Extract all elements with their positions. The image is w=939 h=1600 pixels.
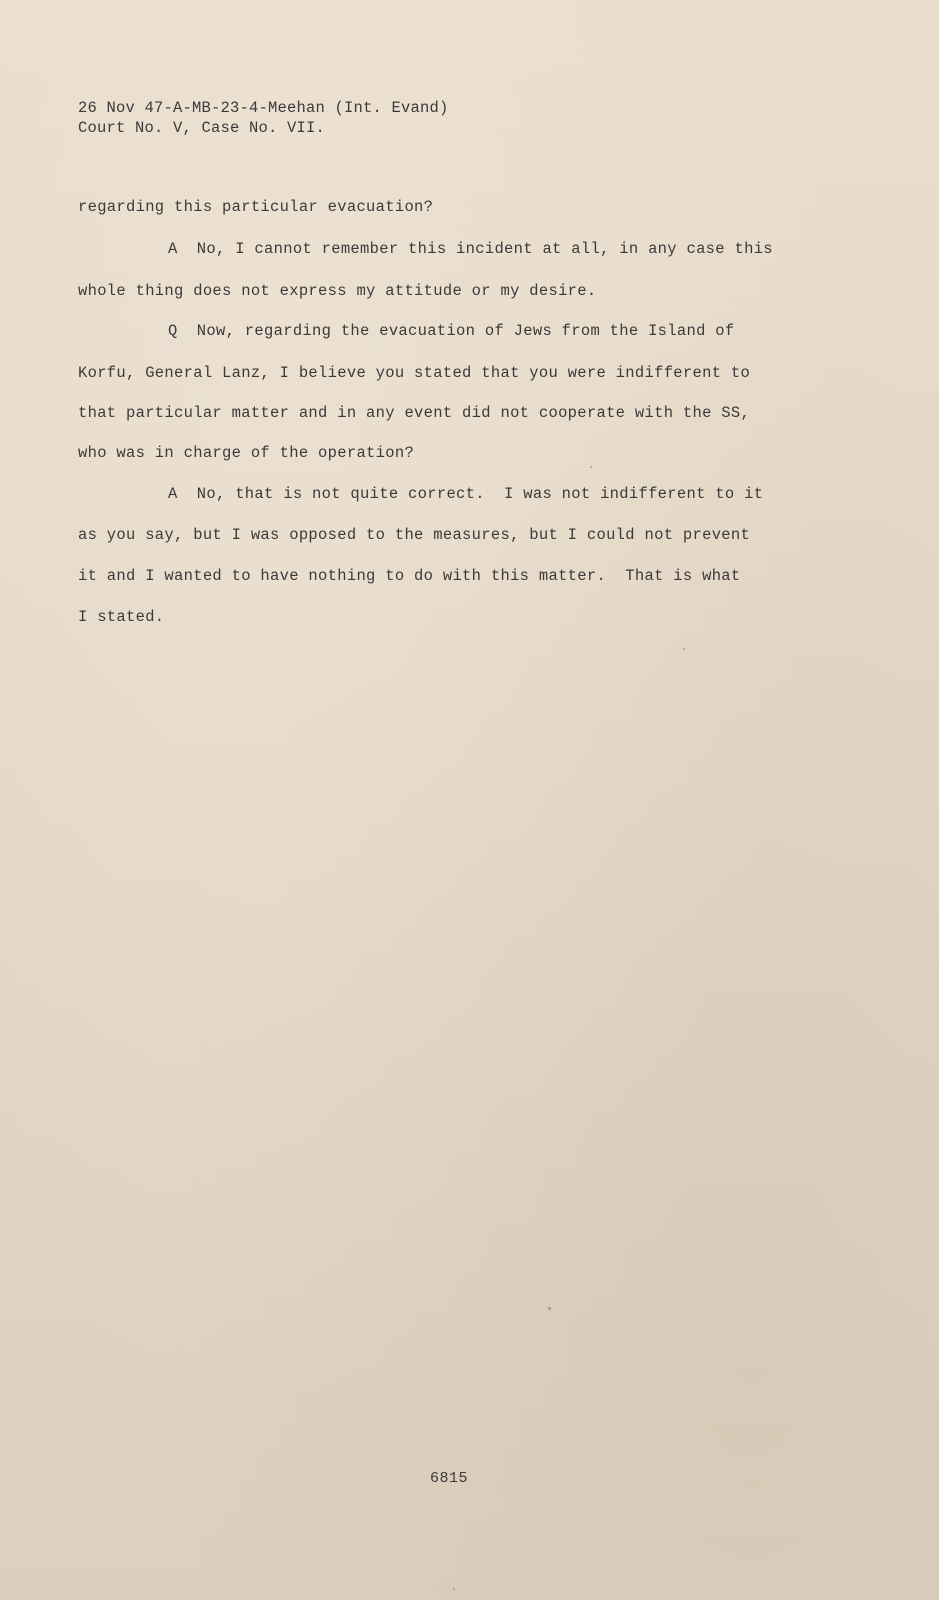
transcript-line: who was in charge of the operation? bbox=[78, 444, 415, 462]
transcript-answer-line: A No, I cannot remember this incident at all, in any case this bbox=[168, 240, 773, 258]
transcript-line: whole thing does not express my attitude or my desire. bbox=[78, 282, 597, 300]
transcript-line: that particular matter and in any event did not cooperate with the SS, bbox=[78, 404, 751, 422]
page-number: 6815 bbox=[430, 1470, 469, 1487]
header-reference-line: 26 Nov 47-A-MB-23-4-Meehan (Int. Evand) bbox=[78, 99, 449, 117]
transcript-line: regarding this particular evacuation? bbox=[78, 198, 434, 216]
document-header bbox=[78, 98, 449, 138]
transcript-line: as you say, but I was opposed to the measures, but I could not prevent bbox=[78, 526, 751, 544]
header-court-line: Court No. V, Case No. VII. bbox=[78, 119, 326, 137]
paper-speck bbox=[590, 466, 592, 468]
transcript-answer-line: A No, that is not quite correct. I was not indifferent to it bbox=[168, 485, 764, 503]
paper-speck bbox=[548, 1307, 551, 1310]
transcript-question-line: Q Now, regarding the evacuation of Jews from the Island of bbox=[168, 322, 735, 340]
transcript-line: it and I wanted to have nothing to do with this matter. That is what bbox=[78, 567, 741, 585]
transcript-line: I stated. bbox=[78, 608, 165, 626]
transcript-line: Korfu, General Lanz, I believe you stated that you were indifferent to bbox=[78, 364, 751, 382]
paper-speck bbox=[683, 648, 685, 650]
paper-speck bbox=[453, 1588, 455, 1590]
